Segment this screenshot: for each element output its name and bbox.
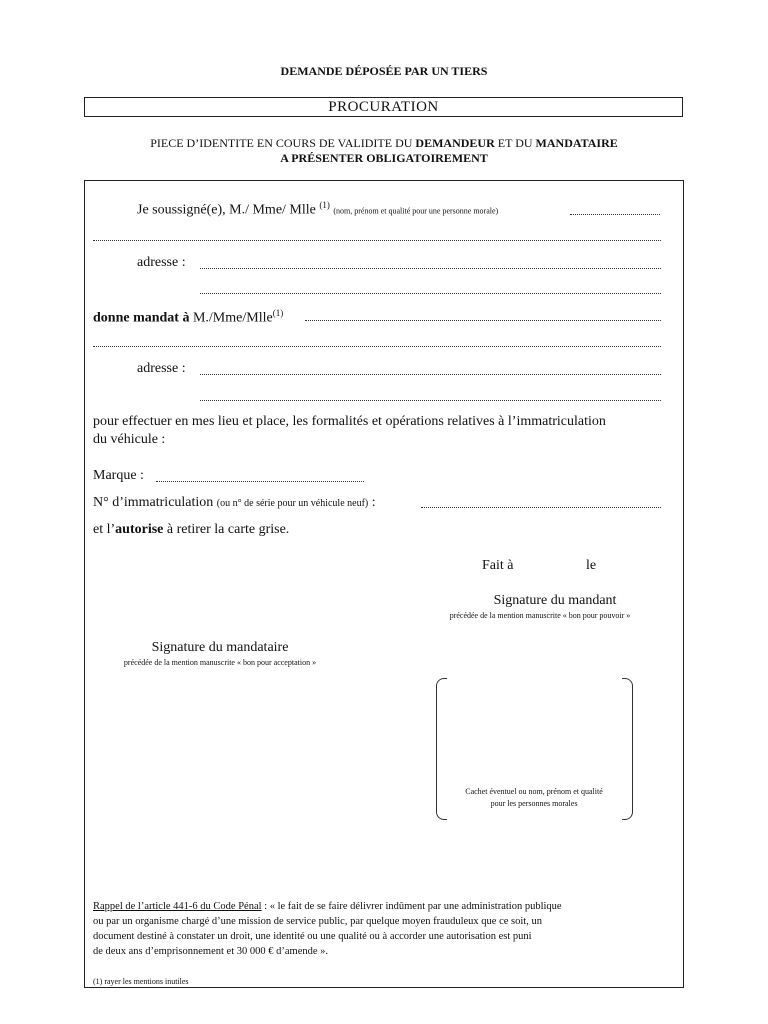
rappel-line3: document destiné à constater un droit, une identité ou une qualité ou à accorder une autorisation est puni (93, 931, 532, 942)
signature-mandataire-title: Signature du mandataire (151, 640, 289, 655)
rappel-text-1: : « le fait de se faire délivrer indûment par une administration publique (261, 901, 562, 912)
piece-mandataire: MANDATAIRE (535, 136, 618, 150)
cachet-note-line2: pour les personnes morales (490, 799, 578, 808)
mandataire-name-field-line2[interactable] (93, 346, 661, 347)
donne-mandat-civilite: M./Mme/Mlle (189, 310, 273, 326)
procuration-title: PROCURATION (84, 97, 683, 117)
donne-mandat-label: donne mandat à (93, 310, 190, 326)
mandataire-adresse-field[interactable] (200, 374, 661, 375)
autorise-line (93, 522, 289, 538)
immatriculation-label: N° d’immatriculation (93, 495, 217, 510)
mandant-name-field-line2[interactable] (93, 240, 661, 241)
signature-mandant-mention: précédée de la mention manuscrite « bon pour pouvoir » (449, 611, 631, 620)
piece-identite-notice-line2: A PRÉSENTER OBLIGATOIREMENT (280, 151, 488, 165)
piece-mid: ET DU (494, 136, 536, 150)
mandataire-adresse-label: adresse : (137, 361, 186, 376)
immatriculation-colon: : (368, 495, 376, 510)
rappel-line1 (93, 901, 562, 912)
donne-mandat-line (93, 308, 283, 327)
mandataire-name-field[interactable] (305, 320, 661, 321)
marque-label: Marque : (93, 468, 144, 483)
cachet-note-line1: Cachet éventuel ou nom, prénom et qualité (465, 787, 603, 796)
mandant-adresse-field[interactable] (200, 268, 661, 269)
objet-mandat-line1: pour effectuer en mes lieu et place, les formalités et opérations relatives à l’immatriculation (93, 414, 606, 429)
rappel-code-penal-link: Rappel de l’article 441-6 du Code Pénal (93, 901, 262, 912)
mandant-adresse-field-line2[interactable] (200, 293, 661, 294)
objet-mandat-line2: du véhicule : (93, 432, 166, 447)
immatriculation-line (93, 495, 376, 511)
autorise-post: à retirer la carte grise. (163, 522, 290, 537)
mandataire-adresse-field-line2[interactable] (200, 400, 661, 401)
autorise-label: autorise (115, 522, 164, 537)
mandant-name-field[interactable] (570, 214, 660, 215)
footnote-ref: (1) (319, 200, 330, 210)
soussigne-note: (nom, prénom et qualité pour une personne morale) (333, 206, 499, 216)
date-le-label: le (586, 558, 597, 573)
mandant-adresse-label: adresse : (137, 255, 186, 270)
rappel-line4: de deux ans d’emprisonnement et 30 000 € d’amende ». (93, 946, 329, 957)
piece-demandeur: DEMANDEUR (415, 136, 495, 150)
signature-mandant-title: Signature du mandant (493, 593, 617, 608)
autorise-pre: et l’ (93, 522, 116, 537)
rappel-line2: ou par un organisme chargé d’une mission de service public, par quelque moyen frauduleux que ce soit, un (93, 916, 542, 927)
immatriculation-field[interactable] (421, 507, 661, 508)
soussigne-line (137, 200, 498, 219)
piece-identite-notice (0, 136, 768, 151)
immatriculation-note: (ou n° de série pour un véhicule neuf) (216, 498, 369, 509)
footnote-ref-2: (1) (272, 308, 284, 318)
soussigne-label: Je soussigné(e), M./ Mme/ Mlle (137, 202, 316, 218)
signature-mandataire-mention: précédée de la mention manuscrite « bon pour acceptation » (123, 658, 317, 667)
document-heading: DEMANDE DÉPOSÉE PAR UN TIERS (280, 64, 488, 78)
fait-a-label: Fait à (482, 558, 514, 573)
footnote-rayer: (1) rayer les mentions inutiles (93, 977, 189, 986)
procuration-form-box (84, 180, 684, 988)
piece-prefix: PIECE D’IDENTITE EN COURS DE VALIDITE DU (150, 136, 416, 150)
marque-field[interactable] (156, 481, 364, 482)
